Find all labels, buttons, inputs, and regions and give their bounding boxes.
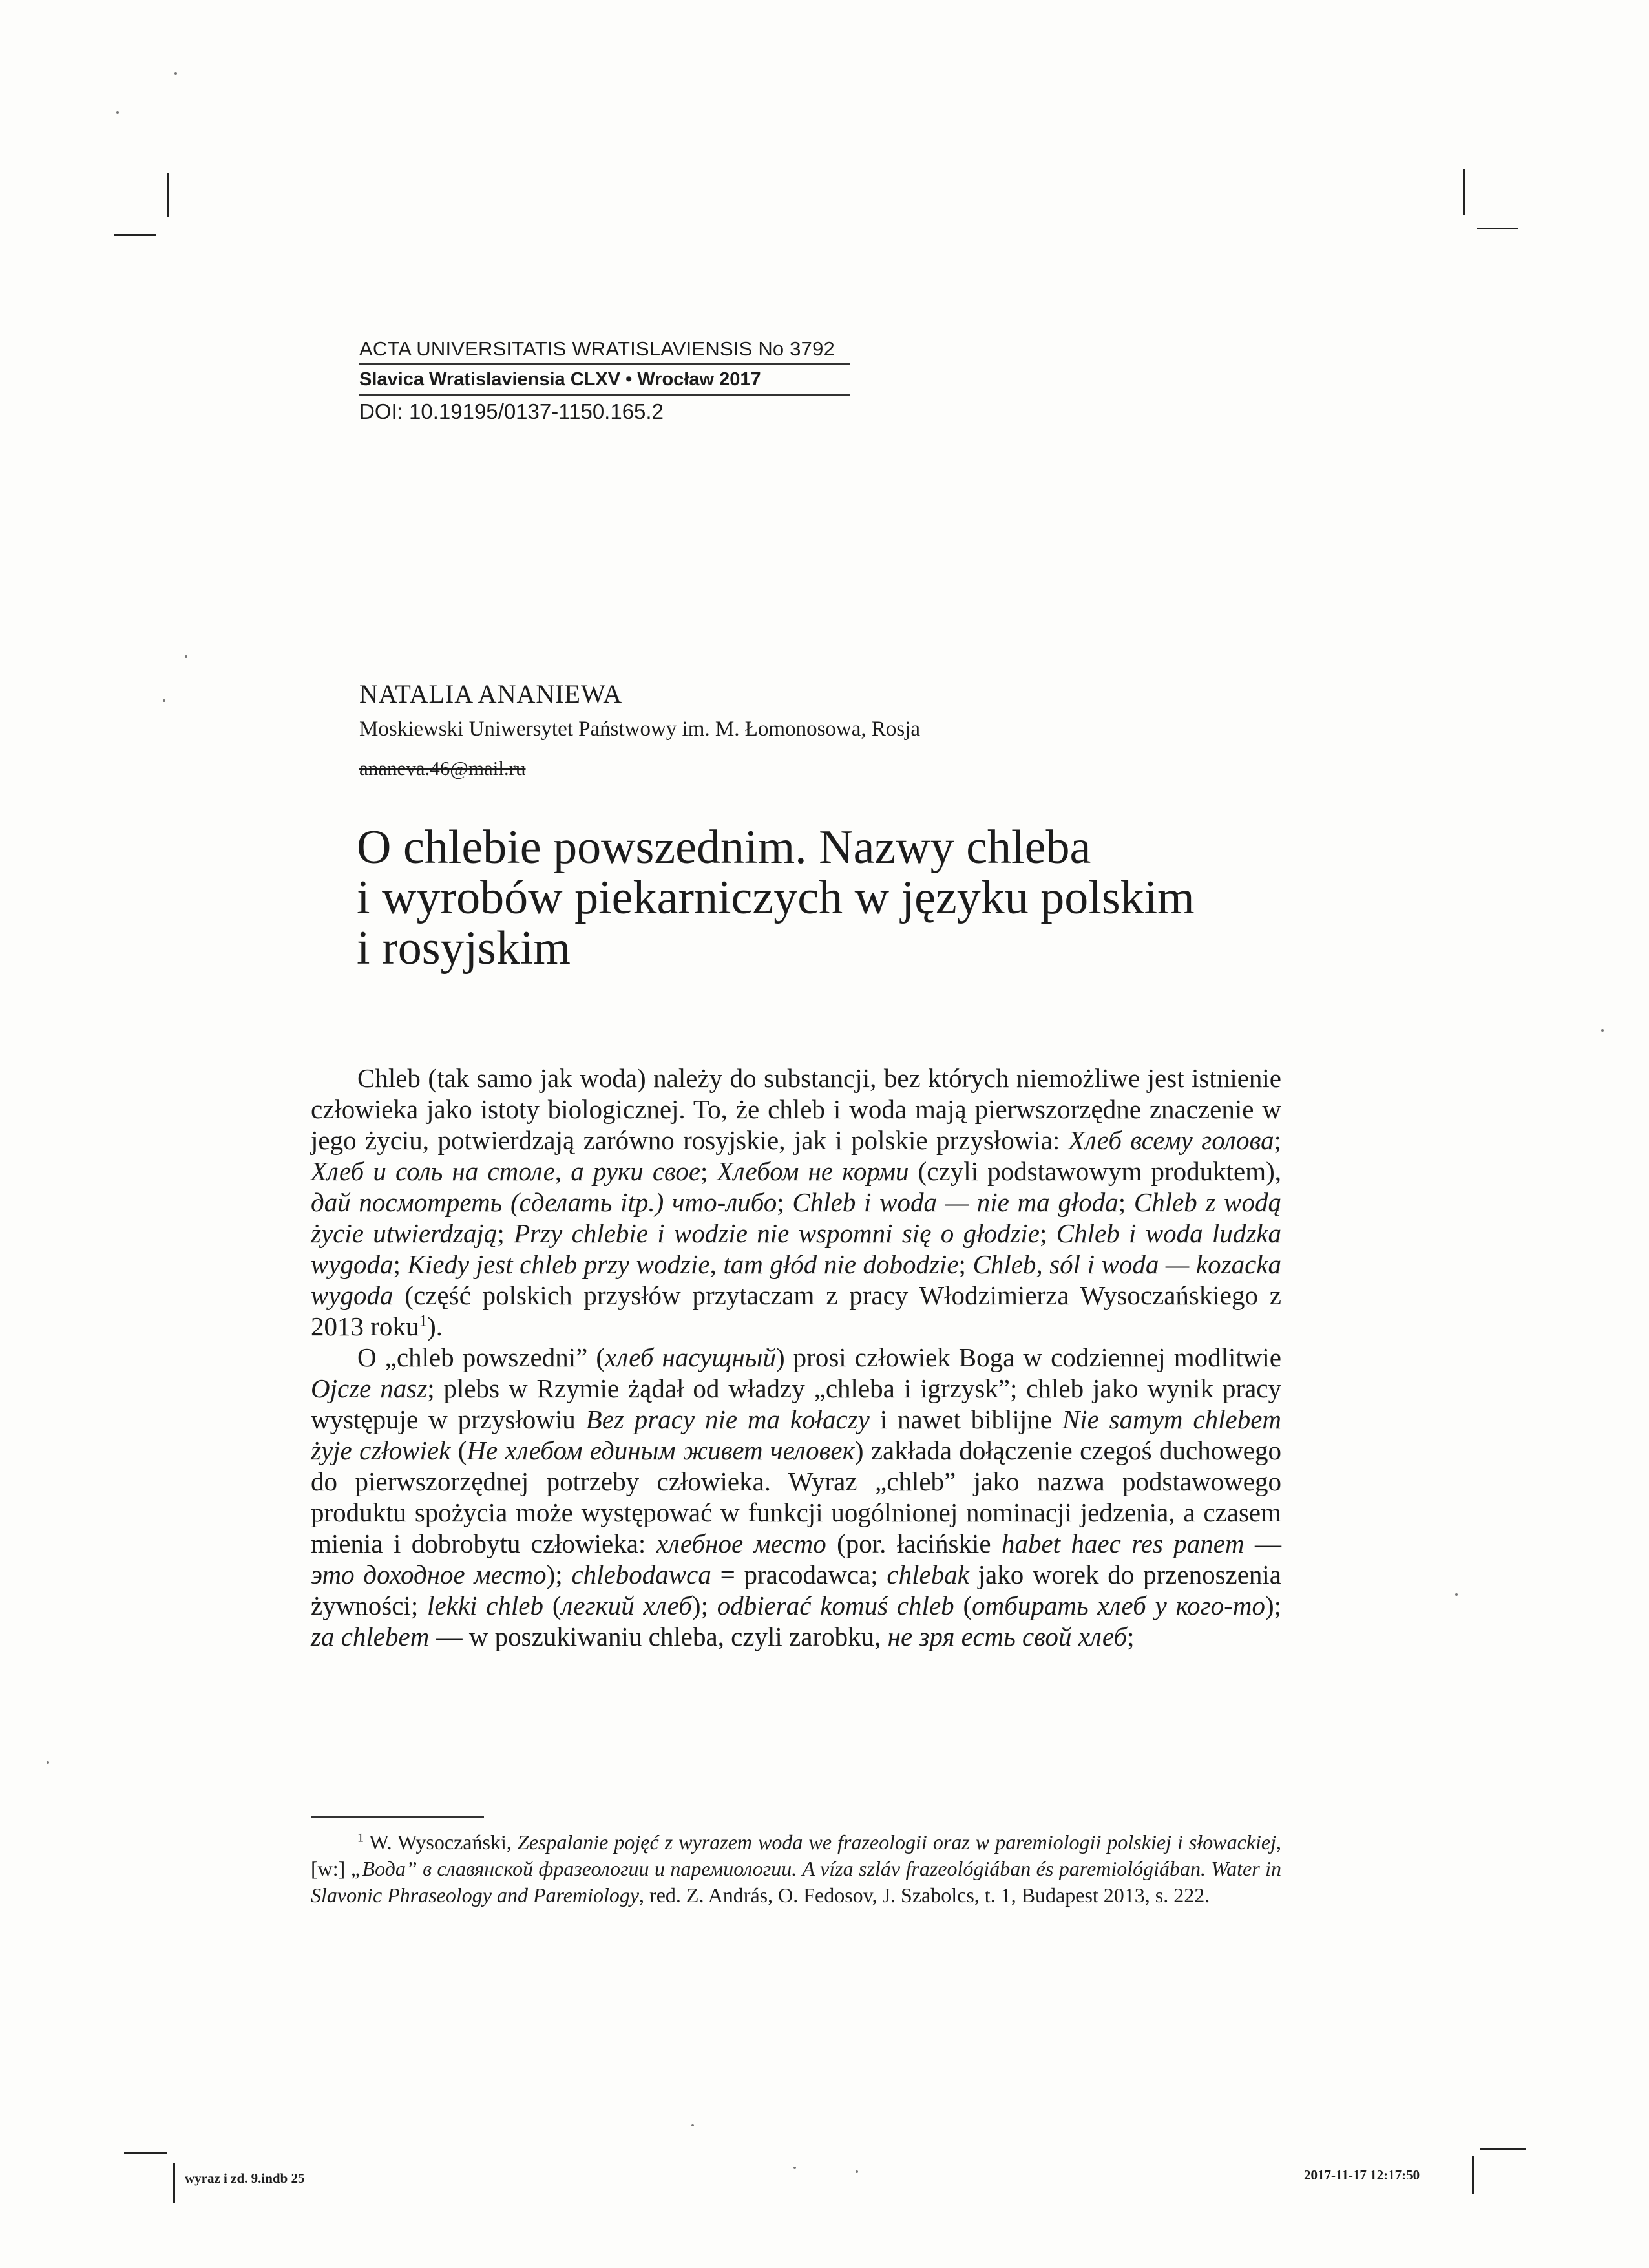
proverb: дай посмотреть (сделать itp.) что-либо	[311, 1187, 777, 1217]
crop-mark	[173, 2163, 175, 2203]
crop-mark	[167, 173, 169, 217]
author-name: NATALIA ANANIEWA	[359, 679, 623, 708]
scan-speck	[47, 1761, 49, 1764]
text-run: (	[543, 1591, 562, 1620]
term: Ojcze nasz	[311, 1373, 428, 1403]
term: Nie samym chlebem żyje człowiek	[311, 1404, 1281, 1465]
footnote	[311, 1829, 1281, 1909]
term: habet haec res panem	[1001, 1529, 1245, 1558]
crop-mark	[1480, 2148, 1526, 2150]
term: lekki chleb	[427, 1591, 544, 1620]
title-line: i rosyjskim	[357, 922, 571, 975]
crop-mark	[1472, 2156, 1474, 2194]
term: хлебное место	[656, 1529, 826, 1558]
text-run: ;	[1118, 1187, 1134, 1217]
crop-mark	[124, 2152, 167, 2154]
text-run: (	[954, 1591, 972, 1620]
text-run: ) prosi człowiek Boga w codziennej modlitwie	[775, 1342, 1281, 1372]
text-run: W. Wysoczański,	[363, 1830, 518, 1854]
scan-speck	[1601, 1029, 1604, 1032]
scan-speck	[163, 699, 165, 702]
article-title	[357, 822, 1326, 973]
text-run: (por. łacińskie	[826, 1529, 1002, 1558]
body-paragraph	[311, 1063, 1281, 1342]
text-run: — w poszukiwaniu chleba, czyli zarobku,	[429, 1622, 888, 1651]
text-run: ; plebs w Rzymie żądał od władzy „chleba i igrzysk”; chleb jako wynik pracy występuje w przysłowiu	[311, 1373, 1282, 1434]
footnote-number: 1	[357, 1830, 364, 1845]
proverb: Chleb i woda — nie ma głoda	[792, 1187, 1119, 1217]
text-run: = pracodawca;	[711, 1560, 887, 1589]
proverb: Chleb z wodą życie utwierdzają	[311, 1187, 1281, 1248]
text-run: (	[450, 1436, 467, 1465]
print-timestamp: 2017-11-17 12:17:50	[1304, 2167, 1420, 2183]
text-run: , red. Z. András, O. Fedosov, J. Szabolcs, t. 1, Budapest 2013, s. 222.	[639, 1883, 1210, 1907]
title-line: O chlebie powszednim. Nazwy chleba	[357, 821, 1091, 874]
text-run: ;	[1040, 1218, 1056, 1248]
text-run: );	[691, 1591, 717, 1620]
text-run: ;	[1274, 1125, 1281, 1155]
scan-speck	[116, 111, 119, 114]
journal-series: Slavica Wratislaviensia CLXV • Wrocław 2017	[359, 363, 850, 396]
text-run: );	[1265, 1591, 1281, 1620]
citation-title: „Вода” в славянской фразеологии и паремиологии. A víza szláv frazeológiában és paremiológiában. Water in Slavonic Phraseology and Paremiology	[311, 1857, 1282, 1907]
term: это доходное место	[311, 1560, 547, 1589]
term: chlebak	[887, 1560, 969, 1589]
term: Не хлебом единым живет человек	[467, 1436, 855, 1465]
scan-speck	[793, 2167, 796, 2169]
text-run: ).	[427, 1311, 443, 1341]
proverb: Przy chlebie i wodzie nie wspomni się o głodzie	[514, 1218, 1040, 1248]
proverb: Kiedy jest chleb przy wodzie, tam głód nie dobodzie	[407, 1249, 959, 1279]
text-run: ;	[497, 1218, 514, 1248]
body-paragraph	[311, 1342, 1281, 1652]
term: хлеб насущный	[605, 1342, 776, 1372]
journal-header	[359, 335, 850, 428]
crop-mark	[1477, 228, 1518, 229]
journal-name: ACTA UNIVERSITATIS WRATISLAVIENSIS No 3792	[359, 337, 835, 360]
text-run: —	[1244, 1529, 1282, 1558]
footnote-rule	[311, 1816, 484, 1818]
scan-speck	[691, 2124, 694, 2126]
crop-mark	[114, 234, 156, 236]
text-run: , [w:]	[311, 1830, 1282, 1880]
text-run: ;	[700, 1156, 717, 1186]
scan-speck	[185, 655, 187, 658]
print-file-label: wyraz i zd. 9.indb 25	[185, 2170, 305, 2186]
doi: DOI: 10.19195/0137-1150.165.2	[359, 399, 664, 423]
text-run: (część polskich przysłów przytaczam z pracy Włodzimierza Wysoczańskiego z 2013 roku	[311, 1280, 1281, 1341]
term: легкий хлеб	[561, 1591, 692, 1620]
scan-speck	[1455, 1593, 1458, 1596]
text-run: ) zakłada dołączenie czegoś duchowego do pierwszorzędnej potrzeby człowieka. Wyraz „chleb” jako nazwa podstawowego produktu spożycia może występować w funkcji uogólnionej nominacji jedzenia, a czasem mienia i dobrobytu człowieka:	[311, 1436, 1282, 1558]
term: odbierać komuś chleb	[717, 1591, 954, 1620]
text-run: ;	[958, 1249, 973, 1279]
text-run: O „chleb powszedni” (	[357, 1342, 605, 1372]
proverb: Хлебом не корми	[717, 1156, 909, 1186]
term: Bez pracy nie ma kołaczy	[585, 1404, 870, 1434]
footnote-ref[interactable]: 1	[419, 1311, 428, 1330]
crop-mark	[1463, 169, 1465, 215]
author-email: ananeva.46@mail.ru	[359, 757, 526, 779]
text-run: ;	[1127, 1622, 1135, 1651]
term: отбирать хлеб у кого-то	[972, 1591, 1265, 1620]
citation-title: Zespalanie pojęć z wyrazem woda we frazeologii oraz w paremiologii polskiej i słowackiej	[517, 1830, 1277, 1854]
scan-speck	[174, 72, 177, 75]
author-affiliation: Moskiewski Uniwersytet Państwowy im. M. Łomonosowa, Rosja	[359, 717, 921, 741]
text-run: (czyli podstawowym produktem),	[909, 1156, 1281, 1186]
text-run: jako worek do przenoszenia żywności;	[311, 1560, 1282, 1620]
text-run: ;	[777, 1187, 793, 1217]
footnote-paragraph	[311, 1829, 1281, 1909]
article-body	[311, 1063, 1281, 1652]
scan-speck	[856, 2170, 858, 2173]
text-run: Chleb (tak samo jak woda) należy do substancji, bez których niemożliwe jest istnienie człowieka jako istoty biologicznej. To, że chleb i woda mają pierwszorzędne znaczenie w jego życiu, potwierdzają zarówno rosyjskie, jak i polskie przysłowia:	[311, 1063, 1281, 1155]
proverb: Хлеб всему голова	[1068, 1125, 1274, 1155]
proverb: Chleb, sól i woda — kozacka wygoda	[311, 1249, 1281, 1310]
proverb: Chleb i woda ludzka wygoda	[311, 1218, 1281, 1279]
text-run: i nawet biblijne	[869, 1404, 1062, 1434]
text-run: );	[546, 1560, 572, 1589]
proverb: Хлеб и соль на столе, а руки свое	[311, 1156, 701, 1186]
text-run: ;	[393, 1249, 408, 1279]
title-line: i wyrobów piekarniczych w języku polskim	[357, 871, 1195, 924]
term: za chlebem	[311, 1622, 430, 1651]
term: не зря есть свой хлеб	[887, 1622, 1128, 1651]
term: chlebodawca	[571, 1560, 711, 1589]
